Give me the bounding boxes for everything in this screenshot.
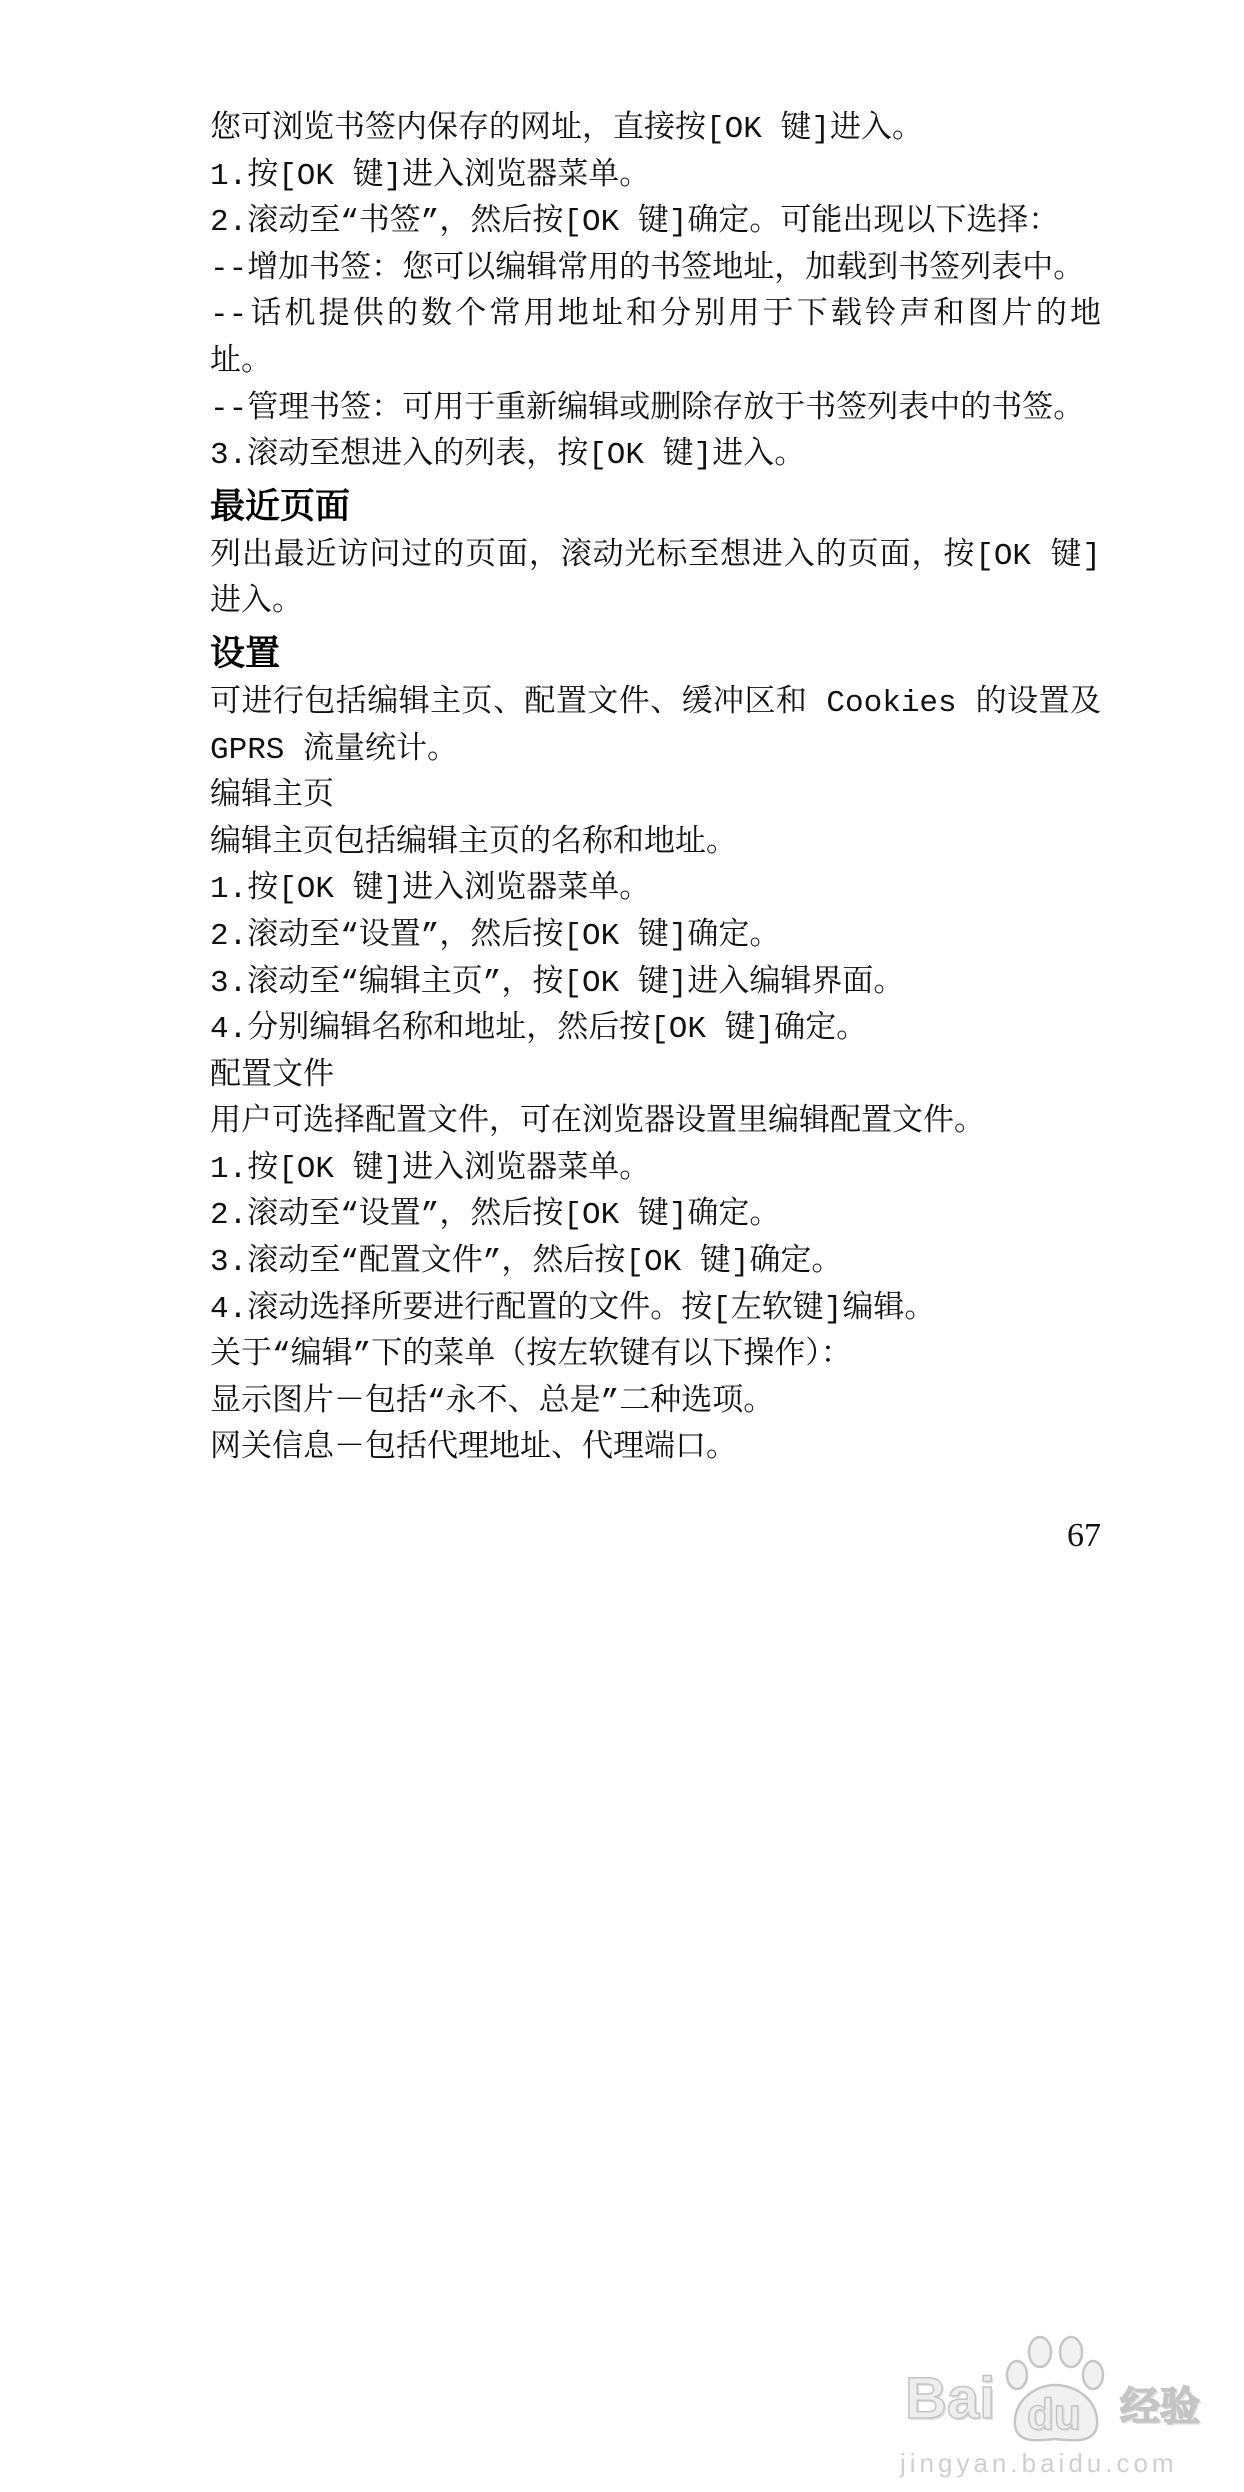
text-line-continuation: 进入。 <box>210 585 303 621</box>
watermark-brand-right: du <box>1027 2390 1081 2439</box>
text-line: 您可浏览书签内保存的网址，直接按[OK 键]进入。 <box>210 112 924 147</box>
page-content <box>210 107 1101 1473</box>
text-line: 可进行包括编辑主页、配置文件、缓冲区和 Cookies 的设置及 <box>210 685 1101 721</box>
option-line: --增加书签：您可以编辑常用的书签地址，加载到书签列表中。 <box>210 251 1085 287</box>
watermark-brand-cn: 经验 <box>1120 2384 1200 2430</box>
recent-pages-section <box>210 480 1101 627</box>
text-line: 列出最近访问过的页面，滚动光标至想进入的页面，按[OK 键] <box>210 538 1101 574</box>
text-line: 关于“编辑”下的菜单（按左软键有以下操作）： <box>210 1338 852 1374</box>
subheading-profile: 配置文件 <box>210 1058 334 1094</box>
step-line: 2.滚动至“设置”，然后按[OK 键]确定。 <box>210 1198 781 1234</box>
step-line: 4.滚动选择所要进行配置的文件。按[左软键]编辑。 <box>210 1291 936 1327</box>
step-line: 2.滚动至“书签”，然后按[OK 键]确定。可能出现以下选择： <box>210 205 1060 241</box>
step-line: 3.滚动至“编辑主页”，按[OK 键]进入编辑界面。 <box>210 965 905 1001</box>
step-line: 3.滚动至想进入的列表，按[OK 键]进入。 <box>210 438 806 474</box>
page-number: 67 <box>1067 1517 1101 1554</box>
step-line: 1.按[OK 键]进入浏览器菜单。 <box>210 1151 651 1187</box>
settings-section <box>210 627 1101 1473</box>
text-line: 编辑主页包括编辑主页的名称和地址。 <box>210 825 737 861</box>
step-line: 1.按[OK 键]进入浏览器菜单。 <box>210 872 651 908</box>
step-line: 2.滚动至“设置”，然后按[OK 键]确定。 <box>210 918 781 954</box>
watermark-brand-left: Bai <box>905 2366 996 2431</box>
menu-option-line: 显示图片－包括“永不、总是”二种选项。 <box>210 1384 775 1420</box>
watermark-url: jingyan.baidu.com <box>900 2448 1178 2478</box>
subheading-edit-homepage: 编辑主页 <box>210 779 334 815</box>
edit-homepage-subsection <box>210 774 1101 1054</box>
section-heading-recent-pages: 最近页面 <box>210 486 351 526</box>
step-line: 4.分别编辑名称和地址，然后按[OK 键]确定。 <box>210 1012 868 1048</box>
text-line: 用户可选择配置文件，可在浏览器设置里编辑配置文件。 <box>210 1105 985 1141</box>
option-line: --话机提供的数个常用地址和分别用于下载铃声和图片的地 <box>210 298 1101 334</box>
option-line: --管理书签：可用于重新编辑或删除存放于书签列表中的书签。 <box>210 391 1085 427</box>
section-heading-settings: 设置 <box>210 633 281 673</box>
bookmarks-section <box>210 107 1101 480</box>
profile-subsection <box>210 1054 1101 1473</box>
text-line-continuation: GPRS 流量统计。 <box>210 732 459 768</box>
step-line: 1.按[OK 键]进入浏览器菜单。 <box>210 158 651 194</box>
menu-option-line: 网关信息－包括代理地址、代理端口。 <box>210 1431 737 1467</box>
option-line-continuation: 址。 <box>210 344 272 380</box>
step-line: 3.滚动至“配置文件”，然后按[OK 键]确定。 <box>210 1245 843 1281</box>
